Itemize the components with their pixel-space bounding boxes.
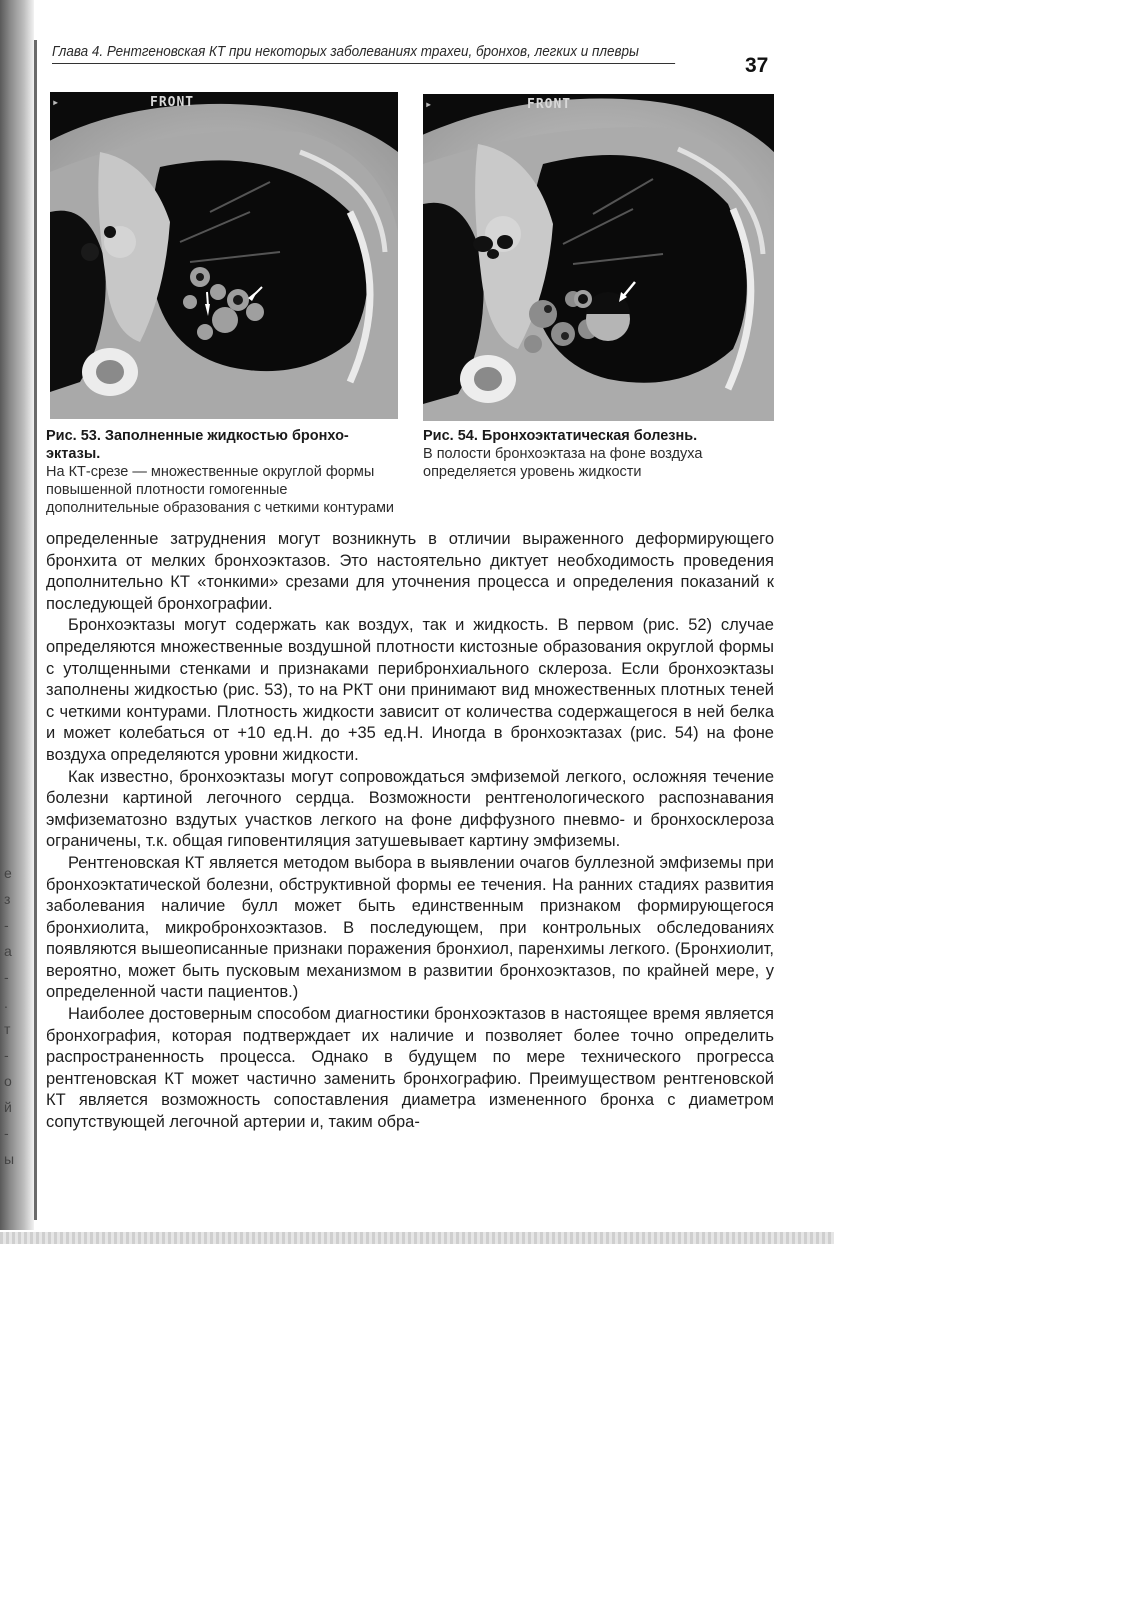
side-marker: ▸ <box>52 95 60 109</box>
running-header: Глава 4. Рентгеновская КТ при некоторых заболеваниях трахеи, бронхов, легких и плевры <box>52 44 675 64</box>
ct-scan-drawing-53 <box>50 92 398 419</box>
margin-fragment: - <box>4 1047 9 1063</box>
front-orientation-label: FRONT <box>150 95 195 110</box>
caption-title: Рис. 53. Заполненные жидкостью бронхо-эктазы. <box>46 428 349 462</box>
margin-fragment: ы <box>4 1151 15 1167</box>
margin-fragments <box>4 860 24 1172</box>
margin-fragment: е <box>4 865 12 881</box>
ct-image-fig54 <box>423 94 774 421</box>
margin-fragment: т <box>4 1021 11 1037</box>
front-orientation-label: FRONT <box>527 97 572 112</box>
caption-text: В полости бронхоэктаза на фоне воздуха определяется уровень жидкости <box>423 446 703 480</box>
figure-caption-53 <box>46 427 398 517</box>
scan-bottom-edge <box>0 1232 834 1244</box>
margin-fragment: - <box>4 1125 9 1141</box>
scan-gutter-line <box>34 40 37 1220</box>
paragraph: Как известно, бронхоэктазы могут сопровождаться эмфиземой легкого, осложняя течение болезни картиной легочного сердца. Возможности рентгенологического распознавания эмфизематозно вздутых участков легкого на фоне диффузного пневмо- и бронхосклероза ограничены, т.к. общая гиповентиляция затушевывает картину эмфиземы. <box>46 767 774 851</box>
ct-image-fig53 <box>50 92 398 419</box>
caption-title: Рис. 54. Бронхоэктатическая болезнь. <box>423 428 698 444</box>
margin-fragment: - <box>4 969 9 985</box>
page-number: 37 <box>745 54 769 77</box>
side-marker: ▸ <box>425 97 433 111</box>
margin-fragment: а <box>4 943 12 959</box>
margin-fragment: о <box>4 1073 12 1089</box>
figure-caption-54 <box>423 427 778 481</box>
margin-fragment: з <box>4 891 11 907</box>
paragraph: определенные затруднения могут возникнуть в отличии выраженного деформирующего бронхита от мелких бронхоэктазов. Это настоятельно диктует необходимость проведения дополнительно КТ «тонкими» срезами для уточнения процесса и определения показаний к последующей бронхографии. <box>46 530 774 613</box>
caption-text: На КТ-срезе — множественные округлой формы повышенной плотности гомогенные дополнительные образования с четкими контурами <box>46 464 395 516</box>
paragraph: Рентгеновская КТ является методом выбора в выявлении очагов буллезной эмфиземы при бронхоэктатической болезни, обструктивной формы ее течения. На ранних стадиях развития заболевания наличие булл может быть единственным признаком формирующегося бронхиолита, микробронхоэктазов. В последующем, при контрольных обследованиях появляются вышеописанные признаки поражения бронхиол, паренхимы легкого. (Бронхиолит, вероятно, может быть пусковым механизмом в развитии бронхоэктазов, по крайней мере, у определенной части пациентов.) <box>46 853 774 1002</box>
paragraph: Наиболее достоверным способом диагностики бронхоэктазов в настоящее время является бронхография, которая подтверждает их наличие и позволяет более точно определить распространенность процесса. Однако в будущем по мере технического прогресса рентгеновская КТ может частично заменить бронхографию. Преимуществом рентгеновской КТ является возможность сопоставления диаметра измененного бронха с диаметром сопутствующей легочной артерии и, таким обра- <box>46 1005 774 1132</box>
margin-fragment: . <box>4 995 8 1011</box>
body-text <box>46 529 774 1134</box>
paragraph: Бронхоэктазы могут содержать как воздух, так и жидкость. В первом (рис. 52) случае определяются множественные воздушной плотности кистозные образования округлой формы с утолщенными стенками и признаками перибронхиального склероза. Если бронхоэктазы заполнены жидкостью (рис. 53), то на РКТ они принимают вид множественных плотных теней с четкими контурами. Плотность жидкости зависит от количества содержащегося в ней белка и может колебаться от +10 ед.Н. до +35 ед.Н. Иногда в бронхоэктазах (рис. 54) на фоне воздуха определяются уровни жидкости. <box>46 616 774 764</box>
margin-fragment: - <box>4 917 9 933</box>
ct-scan-drawing-54 <box>423 94 774 421</box>
margin-fragment: й <box>4 1099 12 1115</box>
